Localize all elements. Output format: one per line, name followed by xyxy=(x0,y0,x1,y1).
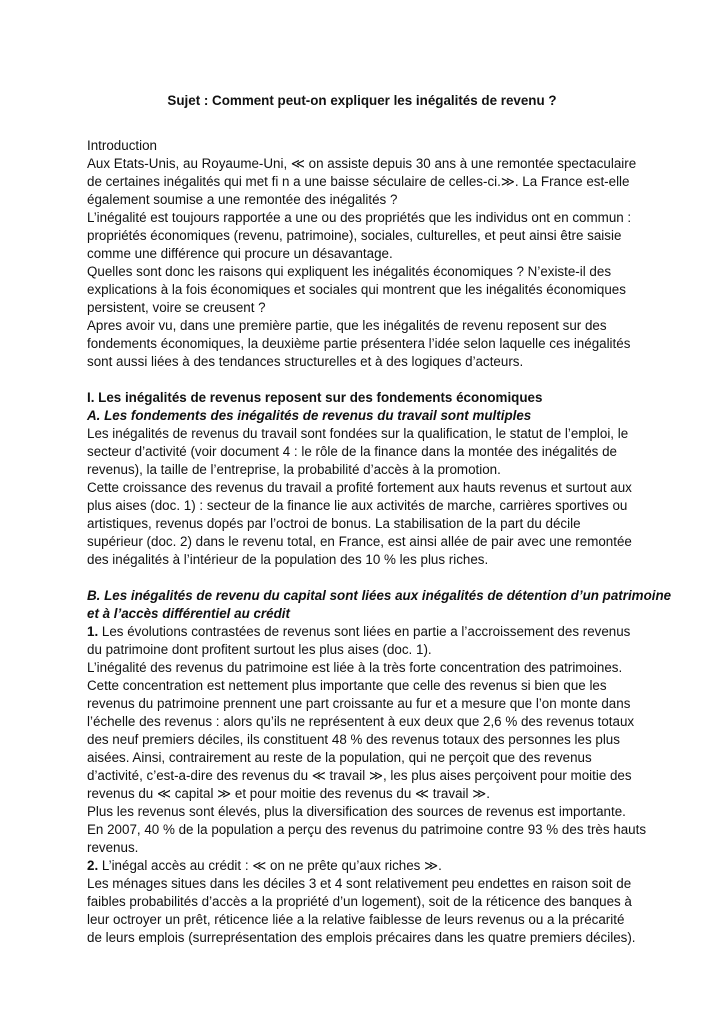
text-line: Apres avoir vu, dans une première partie, que les inégalités de revenu reposent sur des xyxy=(87,318,607,333)
text-line: revenus du ≪ capital ≫ et pour moitie des revenus du ≪ travail ≫. xyxy=(87,786,490,801)
text-line: plus aises (doc. 1) : secteur de la finance lie aux activités de marche, carrières sportives ou xyxy=(87,498,628,513)
text-line: Les inégalités de revenus du travail sont fondées sur la qualification, le statut de l’emploi, le xyxy=(87,426,629,441)
text-line: secteur d’activité (voir document 4 : le rôle de la finance dans la montée des inégalités de xyxy=(87,444,617,459)
document-title: Sujet : Comment peut-on expliquer les inégalités de revenu ? xyxy=(167,93,557,108)
text-line: persistent, voire se creusent ? xyxy=(87,300,266,315)
text-line: fondements économiques, la deuxième partie présentera l’idée selon laquelle ces inégalités xyxy=(87,336,631,351)
section-a-heading: A. Les fondements des inégalités de revenus du travail sont multiples xyxy=(87,408,532,423)
text-line: sont aussi liées à des tendances structurelles et à des logiques d’acteurs. xyxy=(87,354,524,369)
text-line: l’échelle des revenus : alors qu’ils ne représentent à eux deux que 2,6 % des revenus totaux xyxy=(87,714,635,729)
text-span: L’inégal accès au crédit : ≪ on ne prête qu’aux riches ≫. xyxy=(98,858,442,873)
text-line: En 2007, 40 % de la population a perçu des revenus du patrimoine contre 93 % des très hauts xyxy=(87,822,647,837)
document-body xyxy=(87,137,672,947)
text-line: Plus les revenus sont élevés, plus la diversification des sources de revenus est importante. xyxy=(87,804,626,819)
point-number: 1. xyxy=(87,624,99,639)
text-line: supérieur (doc. 2) dans le revenu total, en France, est ainsi allée de pair avec une remontée xyxy=(87,534,632,549)
introduction xyxy=(87,137,647,371)
text-line: également soumise a une remontée des inégalités ? xyxy=(87,192,398,207)
text-line: artistiques, revenus dopés par l’octroi de bonus. La stabilisation de la part du décile xyxy=(87,516,581,531)
point-one-line xyxy=(87,623,647,641)
text-line: faibles probabilités d’accès a la propriété d’un logement), soit de la réticence des banques à xyxy=(87,894,632,909)
text-line: L’inégalité des revenus du patrimoine est liée à la très forte concentration des patrimoines. xyxy=(87,660,623,675)
text-line: Cette concentration est nettement plus importante que celle des revenus si bien que les xyxy=(87,678,607,693)
text-line: du patrimoine dont profitent surtout les plus aises (doc. 1). xyxy=(87,642,432,657)
text-line: d’activité, c’est-a-dire des revenus du ≪ travail ≫, les plus aises perçoivent pour moitie des xyxy=(87,768,632,783)
text-line: de leurs emplois (surreprésentation des emplois précaires dans les quatre premiers déciles). xyxy=(87,930,636,945)
text-line: revenus du patrimoine prennent une part croissante au fur et a mesure que l’on monte dans xyxy=(87,696,631,711)
text-line: de certaines inégalités qui met fi n a une baisse séculaire de celles-ci.≫. La France est-elle xyxy=(87,174,630,189)
part-one xyxy=(87,389,647,569)
section-b-heading: et à l’accès différentiel au crédit xyxy=(87,606,290,621)
point-number: 2. xyxy=(87,858,99,873)
text-line: leur octroyer un prêt, réticence liée a la relative faiblesse de leurs revenus ou a la précarité xyxy=(87,912,625,927)
text-line: propriétés économiques (revenu, patrimoine), sociales, culturelles, et peut ainsi être saisie xyxy=(87,228,622,243)
text-line: aisées. Ainsi, contrairement au reste de la population, qui ne perçoit que des revenus xyxy=(87,750,592,765)
text-line: des inégalités à l’intérieur de la population des 10 % les plus riches. xyxy=(87,552,489,567)
section-b-heading: B. Les inégalités de revenu du capital sont liées aux inégalités de détention d’un patrimoine xyxy=(87,588,672,603)
text-line: revenus. xyxy=(87,840,139,855)
text-line: explications à la fois économiques et sociales qui montrent que les inégalités économiques xyxy=(87,282,626,297)
text-line: revenus), la taille de l’entreprise, la probabilité d’accès à la promotion. xyxy=(87,462,501,477)
paragraph-gap xyxy=(87,371,647,389)
text-line: L’inégalité est toujours rapportée a une ou des propriétés que les individus ont en commun : xyxy=(87,210,632,225)
text-line: des neuf premiers déciles, ils constituent 48 % des revenus totaux des personnes les plus xyxy=(87,732,620,747)
text-line: comme une différence qui procure un désavantage. xyxy=(87,246,393,261)
intro-heading: Introduction xyxy=(87,138,157,153)
section-b xyxy=(87,587,672,947)
text-line: Quelles sont donc les raisons qui expliquent les inégalités économiques ? N’existe-il des xyxy=(87,264,612,279)
text-line: Aux Etats-Unis, au Royaume-Uni, ≪ on assiste depuis 30 ans à une remontée spectaculaire xyxy=(87,156,637,171)
paragraph-gap xyxy=(87,569,647,587)
text-line: Cette croissance des revenus du travail a profité fortement aux hauts revenus et surtout aux xyxy=(87,480,632,495)
part-one-heading: I. Les inégalités de revenus reposent sur des fondements économiques xyxy=(87,390,543,405)
text-line: Les ménages situes dans les déciles 3 et 4 sont relativement peu endettes en raison soit de xyxy=(87,876,632,891)
text-span: Les évolutions contrastées de revenus sont liées en partie a l’accroissement des revenus xyxy=(98,624,631,639)
point-two-line xyxy=(87,857,647,875)
